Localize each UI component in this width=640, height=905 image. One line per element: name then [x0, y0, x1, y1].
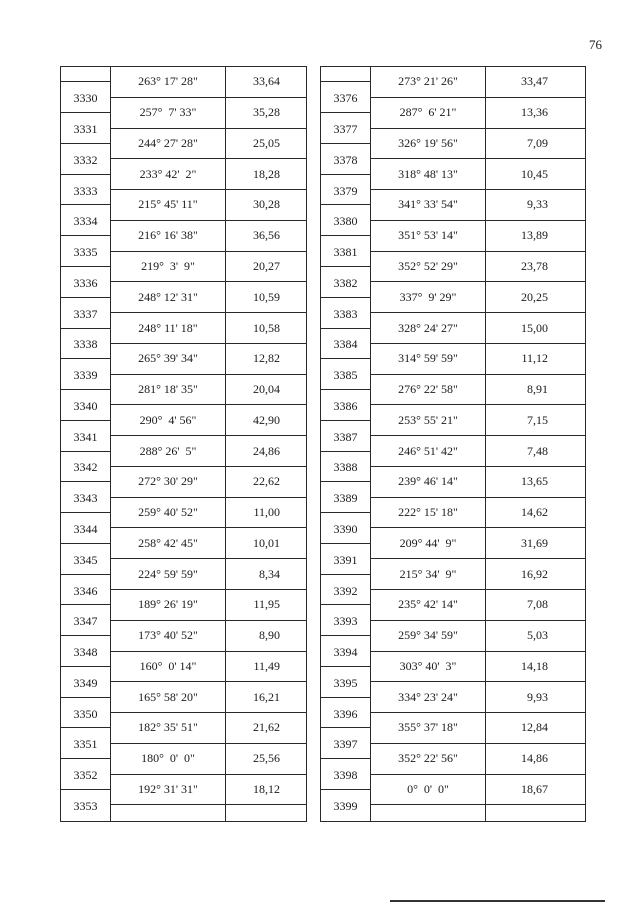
distance-cell: 13,65	[486, 467, 585, 498]
point-number-cell: 3349	[61, 667, 110, 698]
bearing-cell: 281° 18' 35"	[111, 375, 225, 406]
bearing-cell: 160° 0' 14"	[111, 652, 225, 683]
point-number-cell: 3343	[61, 482, 110, 513]
point-number-cell: 3332	[61, 144, 110, 175]
bearing-cell: 352° 22' 56"	[371, 744, 485, 775]
distance-cell: 18,67	[486, 775, 585, 806]
distance-cell: 25,56	[226, 744, 306, 775]
bearing-cell: 235° 42' 14"	[371, 590, 485, 621]
point-number-cell: 3350	[61, 698, 110, 729]
distance-cell: 20,25	[486, 282, 585, 313]
bearing-column	[371, 67, 486, 821]
point-number-cell: 3395	[321, 667, 370, 698]
bearing-cell: 173° 40' 52"	[111, 621, 225, 652]
point-number-column	[61, 67, 111, 821]
bearing-cell: 244° 27' 28"	[111, 129, 225, 160]
distance-column	[226, 67, 306, 821]
blank-cell	[111, 805, 225, 820]
distance-cell: 7,15	[486, 405, 585, 436]
point-number-cell: 3385	[321, 359, 370, 390]
distance-cell: 10,58	[226, 313, 306, 344]
bearing-cell: 233° 42' 2"	[111, 159, 225, 190]
point-number-cell: 3336	[61, 267, 110, 298]
bearing-cell: 189° 26' 19"	[111, 590, 225, 621]
blank-cell	[61, 67, 110, 82]
blank-cell	[371, 805, 485, 820]
point-number-cell: 3388	[321, 452, 370, 483]
bearing-cell: 351° 53' 14"	[371, 221, 485, 252]
distance-cell: 12,84	[486, 713, 585, 744]
distance-cell: 25,05	[226, 129, 306, 160]
point-number-cell: 3389	[321, 482, 370, 513]
blank-cell	[226, 805, 306, 820]
distance-cell: 30,28	[226, 190, 306, 221]
bearing-cell: 352° 52' 29"	[371, 252, 485, 283]
point-number-cell: 3335	[61, 236, 110, 267]
point-number-cell: 3386	[321, 390, 370, 421]
point-number-cell: 3352	[61, 759, 110, 790]
distance-cell: 42,90	[226, 405, 306, 436]
bearing-cell: 209° 44' 9"	[371, 528, 485, 559]
footer-divider	[390, 900, 605, 902]
distance-cell: 5,03	[486, 621, 585, 652]
bearing-cell: 258° 42' 45"	[111, 528, 225, 559]
point-number-cell: 3337	[61, 298, 110, 329]
distance-cell: 9,93	[486, 682, 585, 713]
bearing-cell: 224° 59' 59"	[111, 559, 225, 590]
point-number-cell: 3394	[321, 636, 370, 667]
distance-cell: 11,95	[226, 590, 306, 621]
bearing-cell: 0° 0' 0"	[371, 775, 485, 806]
bearing-cell: 355° 37' 18"	[371, 713, 485, 744]
distance-cell: 7,48	[486, 436, 585, 467]
point-number-cell: 3334	[61, 205, 110, 236]
point-number-cell: 3347	[61, 605, 110, 636]
distance-cell: 13,89	[486, 221, 585, 252]
distance-cell: 8,91	[486, 375, 585, 406]
bearing-cell: 328° 24' 27"	[371, 313, 485, 344]
distance-cell: 15,00	[486, 313, 585, 344]
bearing-cell: 182° 35' 51"	[111, 713, 225, 744]
bearing-cell: 216° 16' 38"	[111, 221, 225, 252]
point-number-cell: 3333	[61, 175, 110, 206]
bearing-cell: 246° 51' 42"	[371, 436, 485, 467]
bearing-column	[111, 67, 226, 821]
point-number-cell: 3338	[61, 329, 110, 360]
bearing-cell: 165° 58' 20"	[111, 682, 225, 713]
bearing-cell: 265° 39' 34"	[111, 344, 225, 375]
bearing-cell: 318° 48' 13"	[371, 159, 485, 190]
distance-cell: 21,62	[226, 713, 306, 744]
point-number-cell: 3346	[61, 575, 110, 606]
bearing-cell: 215° 34' 9"	[371, 559, 485, 590]
point-number-cell: 3380	[321, 205, 370, 236]
distance-cell: 11,12	[486, 344, 585, 375]
distance-cell: 14,18	[486, 652, 585, 683]
bearing-cell: 326° 19' 56"	[371, 129, 485, 160]
point-number-cell: 3330	[61, 82, 110, 113]
bearing-cell: 334° 23' 24"	[371, 682, 485, 713]
bearing-cell: 248° 12' 31"	[111, 282, 225, 313]
point-number-cell: 3397	[321, 728, 370, 759]
point-number-cell: 3387	[321, 421, 370, 452]
distance-cell: 18,28	[226, 159, 306, 190]
bearing-cell: 219° 3' 9"	[111, 252, 225, 283]
bearing-cell: 288° 26' 5"	[111, 436, 225, 467]
point-number-cell: 3398	[321, 759, 370, 790]
distance-cell: 20,04	[226, 375, 306, 406]
bearing-cell: 314° 59' 59"	[371, 344, 485, 375]
point-number-cell: 3378	[321, 144, 370, 175]
distance-cell: 8,90	[226, 621, 306, 652]
distance-cell: 23,78	[486, 252, 585, 283]
bearing-cell: 222° 15' 18"	[371, 498, 485, 529]
point-number-cell: 3390	[321, 513, 370, 544]
distance-cell: 12,82	[226, 344, 306, 375]
bearing-cell: 303° 40' 3"	[371, 652, 485, 683]
distance-cell: 35,28	[226, 98, 306, 129]
point-number-cell: 3393	[321, 605, 370, 636]
bearing-cell: 253° 55' 21"	[371, 405, 485, 436]
distance-cell: 20,27	[226, 252, 306, 283]
bearing-cell: 290° 4' 56"	[111, 405, 225, 436]
distance-cell: 22,62	[226, 467, 306, 498]
point-number-cell: 3399	[333, 799, 358, 814]
point-number-cell: 3339	[61, 359, 110, 390]
point-number-cell: 3384	[321, 329, 370, 360]
point-number-cell: 3383	[321, 298, 370, 329]
point-number-cell: 3396	[321, 698, 370, 729]
distance-cell: 8,34	[226, 559, 306, 590]
distance-cell: 16,92	[486, 559, 585, 590]
blank-cell	[486, 805, 585, 820]
distance-cell: 33,64	[226, 67, 306, 98]
distance-cell: 10,45	[486, 159, 585, 190]
point-number-cell: 3348	[61, 636, 110, 667]
point-number-cell: 3345	[61, 544, 110, 575]
distance-cell: 14,62	[486, 498, 585, 529]
distance-column	[486, 67, 585, 821]
distance-cell: 14,86	[486, 744, 585, 775]
bearing-cell: 257° 7' 33"	[111, 98, 225, 129]
distance-cell: 7,09	[486, 129, 585, 160]
point-number-cell: 3379	[321, 175, 370, 206]
distance-cell: 31,69	[486, 528, 585, 559]
bearing-cell: 287° 6' 21"	[371, 98, 485, 129]
point-number-cell: 3391	[321, 544, 370, 575]
point-number-column	[321, 67, 371, 821]
bearing-cell: 276° 22' 58"	[371, 375, 485, 406]
bearing-cell: 263° 17' 28"	[111, 67, 225, 98]
distance-cell: 11,00	[226, 498, 306, 529]
distance-cell: 9,33	[486, 190, 585, 221]
point-number-cell: 3377	[321, 113, 370, 144]
point-number-cell: 3376	[321, 82, 370, 113]
distance-cell: 7,08	[486, 590, 585, 621]
point-number-cell: 3344	[61, 513, 110, 544]
point-number-cell: 3381	[321, 236, 370, 267]
bearing-cell: 259° 34' 59"	[371, 621, 485, 652]
point-number-cell: 3382	[321, 267, 370, 298]
bearing-cell: 248° 11' 18"	[111, 313, 225, 344]
point-number-cell: 3342	[61, 452, 110, 483]
distance-cell: 10,59	[226, 282, 306, 313]
distance-cell: 11,49	[226, 652, 306, 683]
bearing-cell: 337° 9' 29"	[371, 282, 485, 313]
bearing-cell: 239° 46' 14"	[371, 467, 485, 498]
distance-cell: 24,86	[226, 436, 306, 467]
point-number-cell: 3353	[73, 799, 98, 814]
bearing-cell: 192° 31' 31"	[111, 775, 225, 806]
distance-cell: 36,56	[226, 221, 306, 252]
survey-table-right	[320, 66, 586, 822]
distance-cell: 33,47	[486, 67, 585, 98]
distance-cell: 10,01	[226, 528, 306, 559]
bearing-cell: 180° 0' 0"	[111, 744, 225, 775]
blank-cell	[321, 67, 370, 82]
point-number-cell: 3392	[321, 575, 370, 606]
bearing-cell: 259° 40' 52"	[111, 498, 225, 529]
point-number-cell: 3351	[61, 728, 110, 759]
bearing-cell: 215° 45' 11"	[111, 190, 225, 221]
point-number-cell: 3341	[61, 421, 110, 452]
bearing-cell: 273° 21' 26"	[371, 67, 485, 98]
distance-cell: 16,21	[226, 682, 306, 713]
distance-cell: 18,12	[226, 775, 306, 806]
distance-cell: 13,36	[486, 98, 585, 129]
survey-table-left	[60, 66, 307, 822]
page-number: 76	[589, 37, 602, 52]
bearing-cell: 272° 30' 29"	[111, 467, 225, 498]
point-number-cell: 3331	[61, 113, 110, 144]
bearing-cell: 341° 33' 54"	[371, 190, 485, 221]
point-number-cell: 3340	[61, 390, 110, 421]
